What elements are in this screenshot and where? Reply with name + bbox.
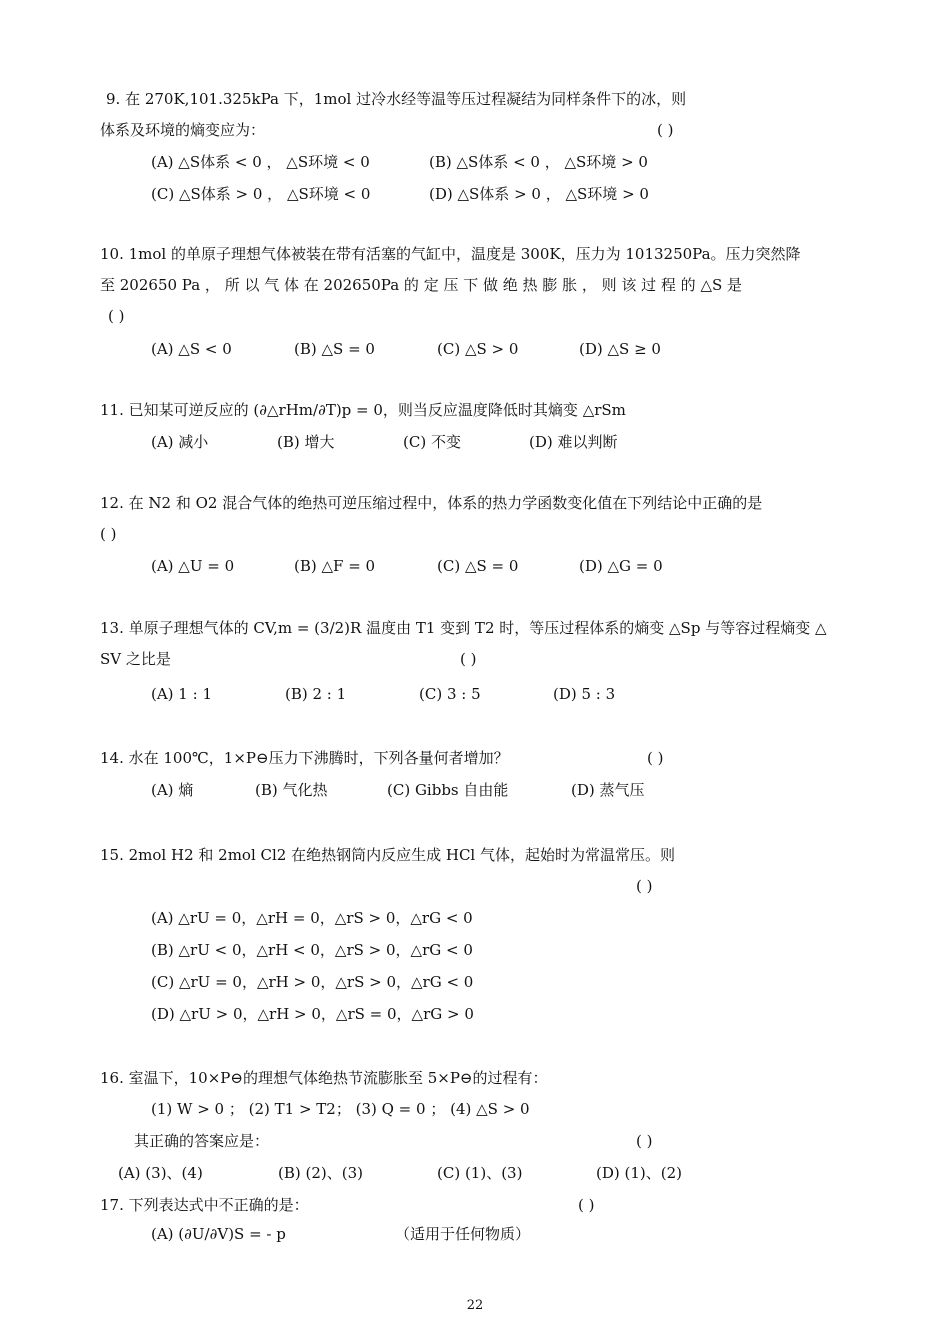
q15-opt-c: [151, 972, 473, 992]
q10-line3: [108, 306, 124, 326]
q15-opt-a: [151, 908, 473, 928]
q10-opts-seg-0: (A) △S < 0: [151, 340, 232, 358]
q10-opts-seg-2: (C) △S > 0: [437, 340, 519, 358]
q9-opt-ab-seg-1: (B) △S体系 < 0 ， △S环境 > 0: [429, 153, 648, 171]
q12-line2-seg-0: ( ): [100, 525, 117, 543]
q12-opts-seg-2: (C) △S = 0: [437, 557, 519, 575]
q10-line1: [100, 244, 801, 264]
q17-opt-a-seg-1: （适用于任何物质）: [395, 1225, 531, 1243]
q17-line1-seg-0: 17. 下列表达式中不正确的是：: [100, 1196, 309, 1214]
q13-line1-seg-0: 13. 单原子理想气体的 CV,m = (3/2)R 温度由 T1 变到 T2 时，等压过程体系的熵变 △Sp 与等容过程熵变 △: [100, 619, 827, 637]
q9-line2-seg-1: ( ): [657, 121, 674, 139]
q16-line3-seg-0: 其正确的答案应是：: [134, 1132, 270, 1150]
q9-opt-ab-seg-0: (A) △S体系 < 0 ， △S环境 < 0: [151, 153, 370, 171]
q12-opts-seg-1: (B) △F = 0: [294, 557, 376, 575]
q14-line1-seg-0: 14. 水在 100℃，1×P⊖压力下沸腾时，下列各量何者增加？: [100, 749, 509, 767]
q10-line2: [100, 275, 742, 295]
q11-line1: [100, 400, 626, 420]
q16-line1: [100, 1068, 547, 1088]
q12-line2: [100, 524, 116, 544]
q16-opts-seg-2: (C) (1)、(3): [437, 1164, 523, 1182]
q9-opt-cd-seg-0: (C) △S体系 > 0 ， △S环境 < 0: [151, 185, 371, 203]
q16-opts-seg-0: (A) (3)、(4): [118, 1164, 203, 1182]
q15-opt-c-seg-0: (C) △rU = 0，△rH > 0，△rS > 0，△rG < 0: [151, 973, 474, 991]
q15-opt-b-seg-0: (B) △rU < 0，△rH < 0，△rS > 0，△rG < 0: [151, 941, 473, 959]
q12-line1: [100, 493, 762, 513]
q16-line2-seg-0: (1) W > 0 ； (2) T1 > T2； (3) Q = 0 ； (4) △S > 0: [151, 1100, 530, 1118]
q13-opts-seg-3: (D) 5 : 3: [553, 685, 616, 703]
q12-opts-seg-0: (A) △U = 0: [151, 557, 235, 575]
q11-opts-seg-0: (A) 减小: [151, 433, 209, 451]
q13-line2-seg-1: ( ): [460, 650, 477, 668]
q14-opts-seg-3: (D) 蒸气压: [571, 781, 645, 799]
q9-line2-seg-0: 体系及环境的熵变应为：: [100, 121, 266, 139]
q14-opts-seg-0: (A) 熵: [151, 781, 194, 799]
q14-opts-seg-2: (C) Gibbs 自由能: [387, 781, 509, 799]
q11-line1-seg-0: 11. 已知某可逆反应的 (∂△rHm/∂T)p = 0，则当反应温度降低时其熵变 △rSm: [100, 401, 626, 419]
q10-line2-seg-0: 至 202650 Pa ， 所 以 气 体 在 202650Pa 的 定 压 下 做 绝 热 膨 胀 ， 则 该 过 程 的 △S 是: [100, 276, 743, 294]
q15-line2: [636, 876, 652, 896]
q12-line1-seg-0: 12. 在 N2 和 O2 混合气体的绝热可逆压缩过程中，体系的热力学函数变化值在下列结论中正确的是: [100, 494, 763, 512]
q10-opts-seg-1: (B) △S = 0: [294, 340, 375, 358]
q10-line1-seg-0: 10. 1mol 的单原子理想气体被装在带有活塞的气缸中，温度是 300K，压力为 1013250Pa。压力突然降: [100, 245, 801, 263]
q13-line1: [100, 618, 827, 638]
q17-line1-seg-1: ( ): [578, 1196, 595, 1214]
q15-line1: [100, 845, 675, 865]
q11-opts-seg-1: (B) 增大: [277, 433, 335, 451]
q15-opt-a-seg-0: (A) △rU = 0，△rH = 0，△rS > 0，△rG < 0: [151, 909, 473, 927]
q10-line3-seg-0: ( ): [108, 307, 125, 325]
q14-opts-seg-1: (B) 气化热: [255, 781, 328, 799]
page-number: 22: [466, 1298, 484, 1313]
q16-line1-seg-0: 16. 室温下，10×P⊖的理想气体绝热节流膨胀至 5×P⊖的过程有：: [100, 1069, 548, 1087]
q15-line1-seg-0: 15. 2mol H2 和 2mol Cl2 在绝热钢筒内反应生成 HCl 气体，起始时为常温常压。则: [100, 846, 675, 864]
q16-line3-seg-1: ( ): [636, 1132, 653, 1150]
q15-opt-d-seg-0: (D) △rU > 0，△rH > 0，△rS = 0，△rG > 0: [151, 1005, 474, 1023]
q10-opts-seg-3: (D) △S ≥ 0: [579, 340, 661, 358]
q16-opts-seg-1: (B) (2)、(3): [278, 1164, 363, 1182]
q16-line2: [151, 1099, 530, 1119]
q15-opt-d: [151, 1004, 474, 1024]
q9-line1: [106, 89, 686, 109]
q13-opts-seg-1: (B) 2 : 1: [285, 685, 347, 703]
q17-opt-a-seg-0: (A) (∂U/∂V)S = - p: [151, 1225, 286, 1243]
q13-line2-seg-0: SV 之比是: [100, 650, 171, 668]
q11-opts-seg-3: (D) 难以判断: [529, 433, 618, 451]
q13-opts-seg-0: (A) 1 : 1: [151, 685, 212, 703]
q9-opt-cd-seg-1: (D) △S体系 > 0 ， △S环境 > 0: [429, 185, 649, 203]
q16-opts-seg-3: (D) (1)、(2): [596, 1164, 682, 1182]
q11-opts-seg-2: (C) 不变: [403, 433, 461, 451]
q12-opts-seg-3: (D) △G = 0: [579, 557, 663, 575]
q15-opt-b: [151, 940, 473, 960]
q13-opts-seg-2: (C) 3 : 5: [419, 685, 481, 703]
q9-line1-seg-0: 9. 在 270K,101.325kPa 下，1mol 过冷水经等温等压过程凝结为同样条件下的冰，则: [106, 90, 687, 108]
q14-line1-seg-1: ( ): [647, 749, 664, 767]
q15-line2-seg-0: ( ): [636, 877, 653, 895]
